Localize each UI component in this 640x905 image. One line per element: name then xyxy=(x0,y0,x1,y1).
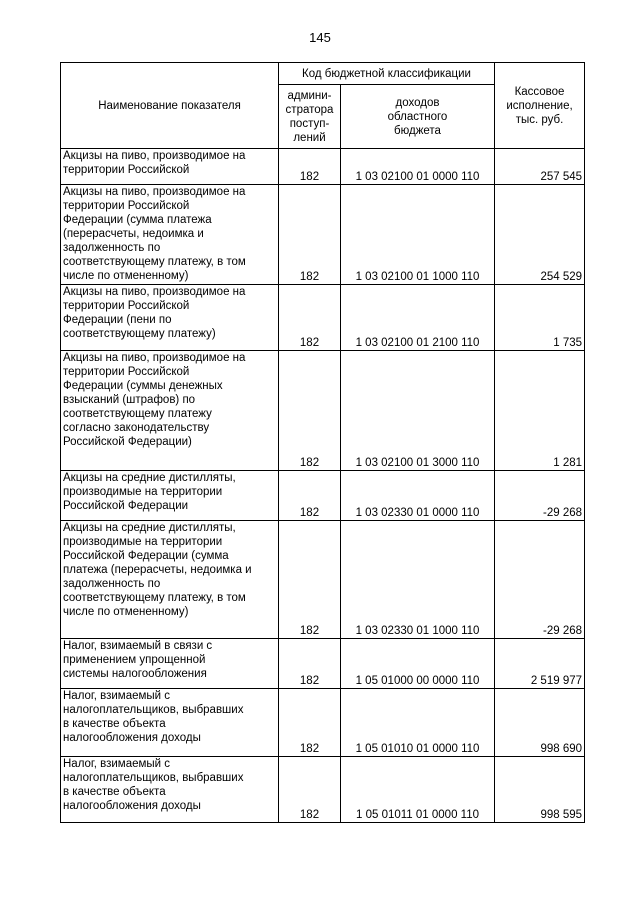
header-row xyxy=(61,63,585,85)
revenue-code-cell xyxy=(341,757,495,823)
table-row xyxy=(61,471,585,521)
amount-cell xyxy=(495,757,585,823)
indicator-name-cell xyxy=(61,185,279,285)
administrator-code-cell xyxy=(279,639,341,689)
indicator-name-cell xyxy=(61,351,279,471)
indicator-name-cell xyxy=(61,149,279,185)
header-regional-revenue: доходов областного бюджета xyxy=(341,85,495,149)
revenue-code-cell xyxy=(341,639,495,689)
indicator-name-cell xyxy=(61,521,279,639)
administrator-code-cell xyxy=(279,471,341,521)
indicator-name-cell-text: Налог, взимаемый с налогоплательщиков, выбравших в качестве объекта налогообложения доходы xyxy=(63,690,244,744)
amount-cell xyxy=(495,351,585,471)
administrator-code-cell-text: 182 xyxy=(299,625,320,637)
amount-cell-text: 998 595 xyxy=(540,809,583,821)
header-budget-code: Код бюджетной классификации xyxy=(279,63,495,85)
administrator-code-cell-text: 182 xyxy=(299,809,320,821)
administrator-code-cell-text: 182 xyxy=(299,675,320,687)
table-row xyxy=(61,757,585,823)
administrator-code-cell-text: 182 xyxy=(299,743,320,755)
revenue-code-cell xyxy=(341,285,495,351)
indicator-name-cell-text: Налог, взимаемый с налогоплательщиков, выбравших в качестве объекта налогообложения доходы xyxy=(63,758,244,812)
amount-cell-text: -29 268 xyxy=(543,625,583,637)
indicator-name-cell xyxy=(61,285,279,351)
administrator-code-cell-text: 182 xyxy=(299,457,320,469)
revenue-code-cell-text: 1 03 02100 01 3000 110 xyxy=(355,457,480,469)
administrator-code-cell-text: 182 xyxy=(299,507,320,519)
table-body xyxy=(61,149,585,823)
header-administrator: админи- стратора поступ- лений xyxy=(279,85,341,149)
table-row xyxy=(61,149,585,185)
administrator-code-cell xyxy=(279,521,341,639)
indicator-name-cell-text: Акцизы на пиво, производимое на территории Российской Федерации (пени по соответствующему платежу) xyxy=(63,286,246,340)
indicator-name-cell-text: Налог, взимаемый в связи с применением упрощенной системы налогообложения xyxy=(63,640,213,680)
indicator-name-cell-text: Акцизы на пиво, производимое на территории Российской Федерации (сумма платежа (перерасчеты, недоимка и задолженность по соответствующему платежу, в том числе по отмененному) xyxy=(63,186,246,282)
administrator-code-cell xyxy=(279,757,341,823)
administrator-code-cell-text: 182 xyxy=(299,171,320,183)
indicator-name-cell-text: Акцизы на средние дистилляты, производимые на территории Российской Федерации (сумма платежа (перерасчеты, недоимка и задолженность по соответствующему платежу, в том числе по отмененному) xyxy=(63,522,252,618)
header-indicator-name: Наименование показателя xyxy=(61,63,279,149)
table-row xyxy=(61,351,585,471)
administrator-code-cell xyxy=(279,285,341,351)
amount-cell-text: 254 529 xyxy=(540,271,583,283)
amount-cell xyxy=(495,285,585,351)
administrator-code-cell xyxy=(279,351,341,471)
table-row xyxy=(61,185,585,285)
revenue-code-cell-text: 1 03 02100 01 2100 110 xyxy=(355,337,480,349)
revenue-code-cell-text: 1 05 01000 00 0000 110 xyxy=(355,675,480,687)
amount-cell-text: 1 281 xyxy=(553,457,583,469)
administrator-code-cell xyxy=(279,185,341,285)
indicator-name-cell xyxy=(61,639,279,689)
indicator-name-cell xyxy=(61,689,279,757)
revenue-code-cell xyxy=(341,149,495,185)
table-row xyxy=(61,521,585,639)
amount-cell xyxy=(495,149,585,185)
revenue-code-cell-text: 1 03 02330 01 1000 110 xyxy=(355,625,480,637)
amount-cell-text: 1 735 xyxy=(553,337,583,349)
administrator-code-cell-text: 182 xyxy=(299,271,320,283)
revenue-code-cell xyxy=(341,689,495,757)
administrator-code-cell xyxy=(279,689,341,757)
table-row xyxy=(61,639,585,689)
revenue-table xyxy=(60,62,585,823)
amount-cell xyxy=(495,639,585,689)
revenue-code-cell xyxy=(341,185,495,285)
amount-cell xyxy=(495,521,585,639)
indicator-name-cell-text: Акцизы на пиво, производимое на территории Российской xyxy=(63,150,246,176)
table-row xyxy=(61,285,585,351)
revenue-code-cell-text: 1 03 02100 01 1000 110 xyxy=(355,271,480,283)
indicator-name-cell xyxy=(61,471,279,521)
indicator-name-cell-text: Акцизы на пиво, производимое на территории Российской Федерации (суммы денежных взысканий (штрафов) по соответствующему платежу согласно законодательству Российской Федерации) xyxy=(63,352,246,448)
revenue-code-cell xyxy=(341,471,495,521)
revenue-code-cell-text: 1 05 01011 01 0000 110 xyxy=(356,809,479,821)
amount-cell-text: 998 690 xyxy=(540,743,583,755)
amount-cell xyxy=(495,471,585,521)
amount-cell-text: 2 519 977 xyxy=(530,675,583,687)
header-cash-execution: Кассовое исполнение, тыс. руб. xyxy=(495,63,585,149)
administrator-code-cell-text: 182 xyxy=(299,337,320,349)
revenue-code-cell xyxy=(341,351,495,471)
indicator-name-cell xyxy=(61,757,279,823)
revenue-code-cell-text: 1 03 02330 01 0000 110 xyxy=(355,507,480,519)
amount-cell xyxy=(495,689,585,757)
administrator-code-cell xyxy=(279,149,341,185)
amount-cell-text: 257 545 xyxy=(540,171,583,183)
revenue-code-cell-text: 1 05 01010 01 0000 110 xyxy=(355,743,480,755)
indicator-name-cell-text: Акцизы на средние дистилляты, производимые на территории Российской Федерации xyxy=(63,472,236,512)
revenue-code-cell-text: 1 03 02100 01 0000 110 xyxy=(355,171,480,183)
amount-cell-text: -29 268 xyxy=(543,507,583,519)
revenue-code-cell xyxy=(341,521,495,639)
page-number: 145 xyxy=(309,30,331,45)
amount-cell xyxy=(495,185,585,285)
table-row xyxy=(61,689,585,757)
